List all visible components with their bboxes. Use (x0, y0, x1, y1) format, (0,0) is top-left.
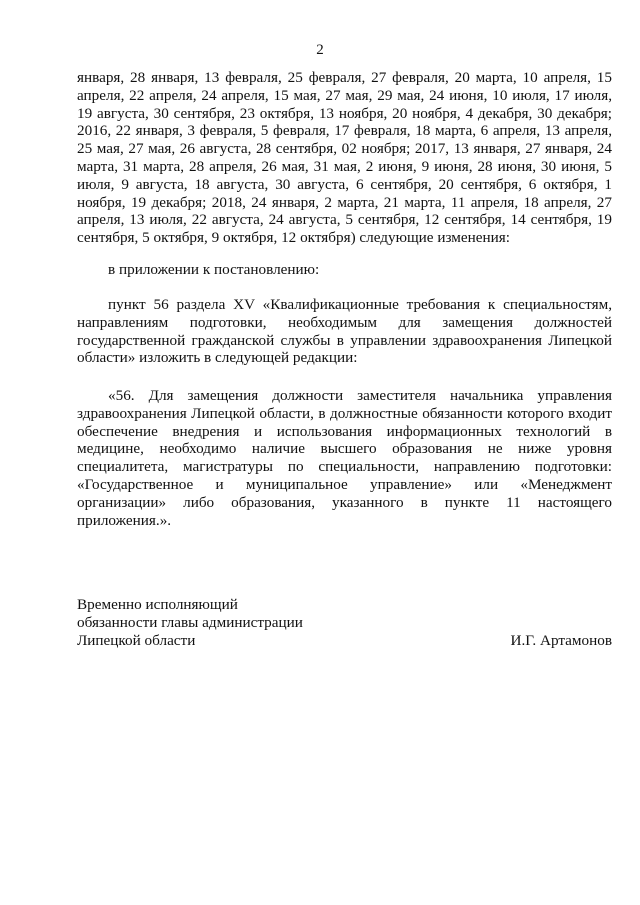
signer-title-line-3: Липецкой области (77, 631, 196, 649)
intro-paragraph: в приложении к постановлению: (108, 261, 320, 278)
signer-title-line-2: обязанности главы администрации (77, 613, 303, 631)
signer-name: И.Г. Артамонов (510, 631, 612, 649)
quoted-new-text-paragraph: «56. Для замещения должности заместителя начальника управления здравоохранения Липецкой области, в должностные обязанности которого входит обеспечение внедрения и использования информационных технологий в медицине, необходимо наличие высшего образования не ниже уровня специалитета, магистратуры по специальности, направлению подготовки: «Государственное и муниципальное управление» или «Менеджмент организации» либо образования, указанного в пункте 11 настоящего приложения.». (77, 387, 612, 529)
continuation-paragraph: января, 28 января, 13 февраля, 25 февраля, 27 февраля, 20 марта, 10 апреля, 15 апреля, 22 апреля, 24 апреля, 15 мая, 27 мая, 29 мая, 24 июня, 10 июля, 17 июля, 19 августа, 30 сентября, 23 октября, 13 ноября, 20 ноября, 4 декабря, 30 декабря; 2016, 22 января, 3 февраля, 5 февраля, 17 февраля, 18 марта, 6 апреля, 13 апреля, 25 мая, 27 мая, 26 августа, 28 сентября, 02 ноября; 2017, 13 января, 27 января, 24 марта, 31 марта, 28 апреля, 26 мая, 31 мая, 2 июня, 9 июня, 28 июня, 30 июня, 5 июля, 9 августа, 18 августа, 30 августа, 6 сентября, 20 сентября, 6 октября, 1 ноября, 19 декабря; 2018, 24 января, 2 марта, 21 марта, 11 апреля, 18 апреля, 27 апреля, 13 июля, 22 августа, 24 августа, 5 сентября, 12 сентября, 14 сентября, 19 сентября, 5 октября, 9 октября, 12 октября) следующие изменения: (77, 69, 612, 247)
signer-title-line-1: Временно исполняющий (77, 596, 238, 613)
signature-block (77, 596, 612, 649)
amendment-paragraph: пункт 56 раздела XV «Квалификационные требования к специальностям, направлениям подготовки, необходимым для замещения должностей государственной гражданской службы в управлении здравоохранения Липецкой области» изложить в следующей редакции: (77, 296, 612, 367)
page-number: 2 (316, 42, 324, 58)
